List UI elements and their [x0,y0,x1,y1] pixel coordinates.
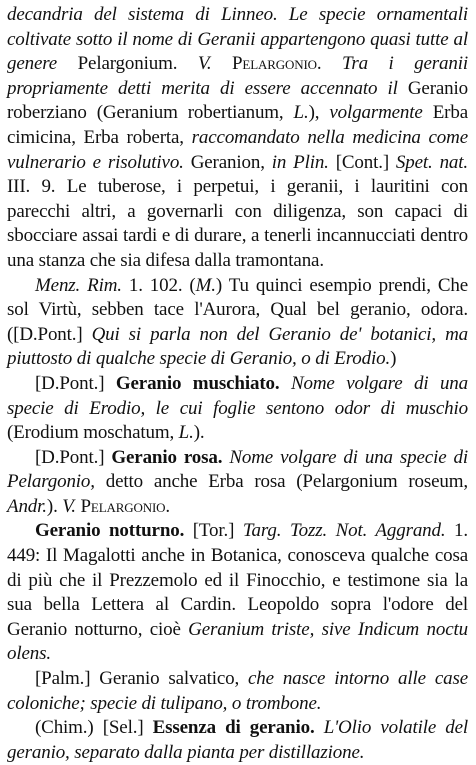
text-run: [Palm.] Geranio salvatico, [35,668,240,690]
paragraph-subentry [7,716,468,765]
text-run: L. [174,422,194,444]
text-run: (Chim.) [Sel.] [35,717,153,739]
cross-reference: Pelargonio. [75,495,170,517]
text-run: 1. 449: Il Magalotti anche in Botanica, conosceva qualche cosa di più che il Prezzemolo ed il Finocchio, e testimone sia la sua bella Lettera al Cardin. Leopoldo sopra l'odore del Geranio notturno, cioè [7,520,468,640]
text-run: Menz. Rim. [35,274,122,296]
text-run: ). [193,422,205,444]
text-run: III. 9. Le tuberose, i perpetui, i geranii, i lauritini con parecchi altri, a governarli con diligenza, son capaci di sbocciare assai tardi e di durare, a tenerli incannucciati dentro una stanza che sia difesa dalla tramontana. [7,176,468,271]
text-run: detto anche Erba rosa (Pelargonium roseum, [94,471,468,493]
paragraph-subentry [7,446,468,520]
text-run: . [316,53,343,75]
text-run: Erba cimicina, Erba roberta, [7,102,468,148]
headword: Geranio notturno. [35,520,185,542]
text-run: Qui si parla non del Geranio de' botanici, ma piuttosto di qualche specie di Geranio, o di Erodio. [7,323,468,370]
text-run: [D.Pont.] [35,372,116,394]
headword: Geranio rosa. [111,446,223,468]
text-run: Andr. [7,495,47,517]
text-run: Pelargonium. [57,53,178,75]
text-run: che nasce intorno alle case coloniche; specie di tulipano, o trombone. [7,668,468,714]
paragraph-subentry [7,519,468,667]
text-run: Geranium triste, sive Indicum noctu olens. [7,618,468,665]
text-run: [Tor.] [184,520,243,542]
text-run: raccomandato nella medicina come vulnerario e risolutivo. [7,126,469,173]
text-run: V. [177,53,212,75]
text-run: V. [57,495,76,517]
text-run: [Cont.] [328,151,390,173]
headword: Essenza di geranio. [152,717,315,739]
cross-reference: Pelargonio [211,53,317,75]
text-run: Nome volgare di una specie di Erodio, le cui foglie sentono odor di muschio [7,372,468,419]
paragraph-definition [7,3,468,274]
text-run: ). [46,495,58,517]
text-run: decandria del sistema di Linneo. Le specie ornamentali coltivate sotto il nome di Geranii appartengono quasi tutte al genere [7,4,468,75]
text-run: Tra i geranii propriamente detti merita di essere accennato il [7,53,468,99]
text-run: L'Olio volatile del geranio, separato dalla pianta per distillazione. [7,717,469,763]
text-run: Spet. nat. [389,151,468,173]
text-run: (Erodium moschatum, [7,422,175,444]
headword: Geranio muschiato. [115,372,280,394]
text-run: in Plin. [264,151,329,173]
text-run: Nome volgare di una specie di Pelargonio, [7,446,468,493]
text-run: [D.Pont.] [35,446,112,468]
paragraph-subentry [7,667,468,716]
text-run: Geranio roberziano (Geranium robertianum, [7,77,468,124]
text-run: Targ. Tozz. Not. Aggrand. [242,520,446,542]
text-run: Geranion, [183,151,265,173]
paragraph-subentry [7,372,468,446]
text-run: L. [283,102,309,124]
text-run: ), [308,102,320,124]
text-run: ) Tu quinci esempio prendi, Che sol Virtù, sebben tace l'Aurora, Qual bel geranio, odora. ([D.Pont.] [7,274,469,345]
text-run: M. [195,274,216,296]
text-run: 1. 102. ( [121,274,196,296]
paragraph-citation [7,274,468,372]
text-run: ) [390,348,397,370]
text-run: volgarmente [319,102,423,124]
